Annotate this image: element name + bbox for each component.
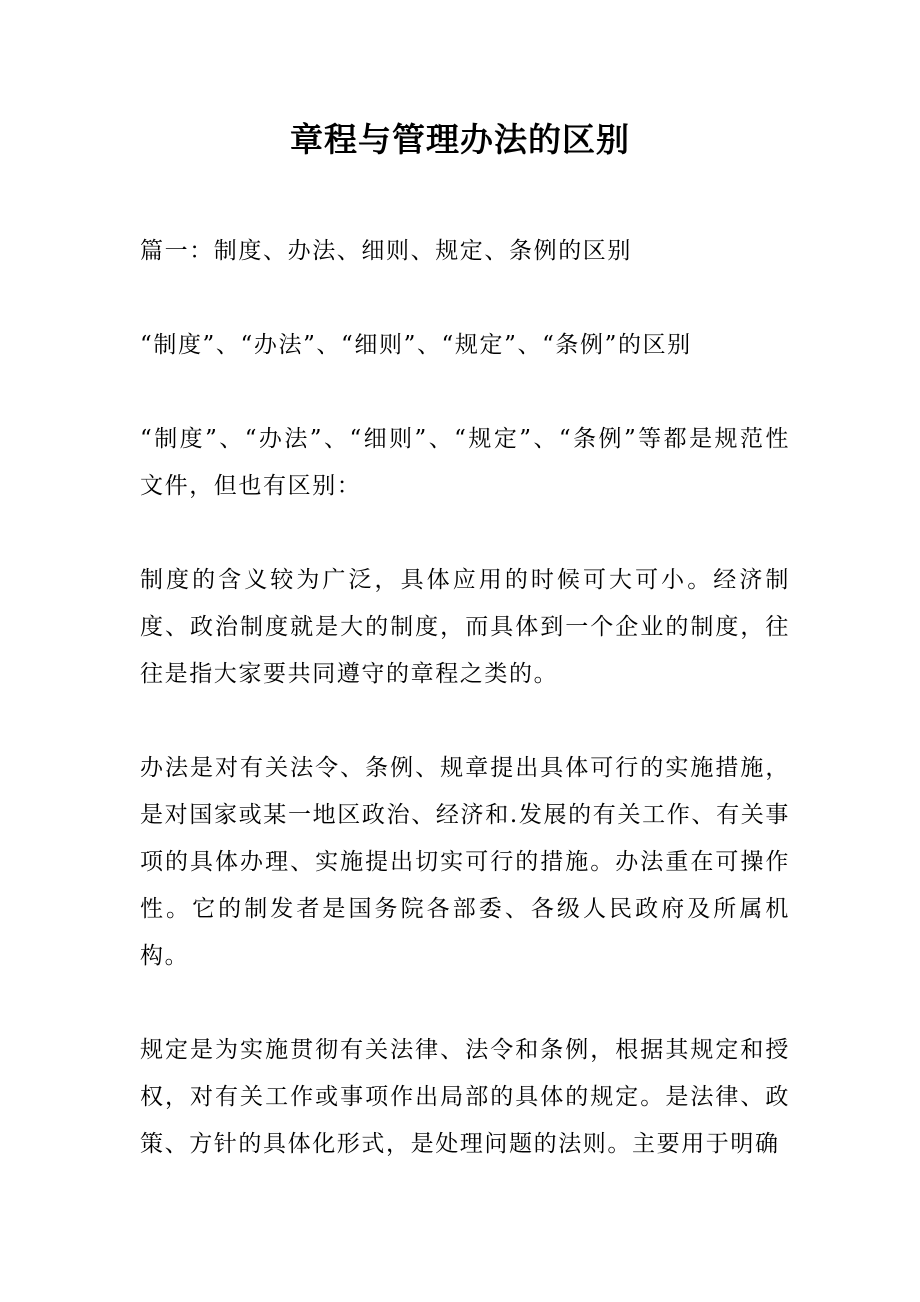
document-title: 章程与管理办法的区别 (290, 120, 630, 159)
paragraph-intro: “制度”、“办法”、“细则”、“规定”、“条例”等都是规范性文件，但也有区别： (140, 426, 790, 499)
paragraph-measures: 办法是对有关法令、条例、规章提出具体可行的实施措施，是对国家或某一地区政治、经济和.发展的有关工作、有关事项的具体办理、实施提出切实可行的措施。办法重在可操作性。它的制发者是国务院各部委、各级人民政府及所属机构。 (140, 755, 790, 969)
paragraph-heading: 篇一：制度、办法、细则、规定、条例的区别 (140, 238, 632, 264)
paragraph-subheading: “制度”、“办法”、“细则”、“规定”、“条例”的区别 (140, 332, 692, 358)
paragraph-system: 制度的含义较为广泛，具体应用的时候可大可小。经济制度、政治制度就是大的制度，而具体到一个企业的制度，往往是指大家要共同遵守的章程之类的。 (140, 567, 790, 687)
paragraph-regulations: 规定是为实施贯彻有关法律、法令和条例，根据其规定和授权，对有关工作或事项作出局部的具体的规定。是法律、政策、方针的具体化形式，是处理问题的法则。主要用于明确 (140, 1037, 790, 1157)
document-body (140, 228, 790, 1215)
